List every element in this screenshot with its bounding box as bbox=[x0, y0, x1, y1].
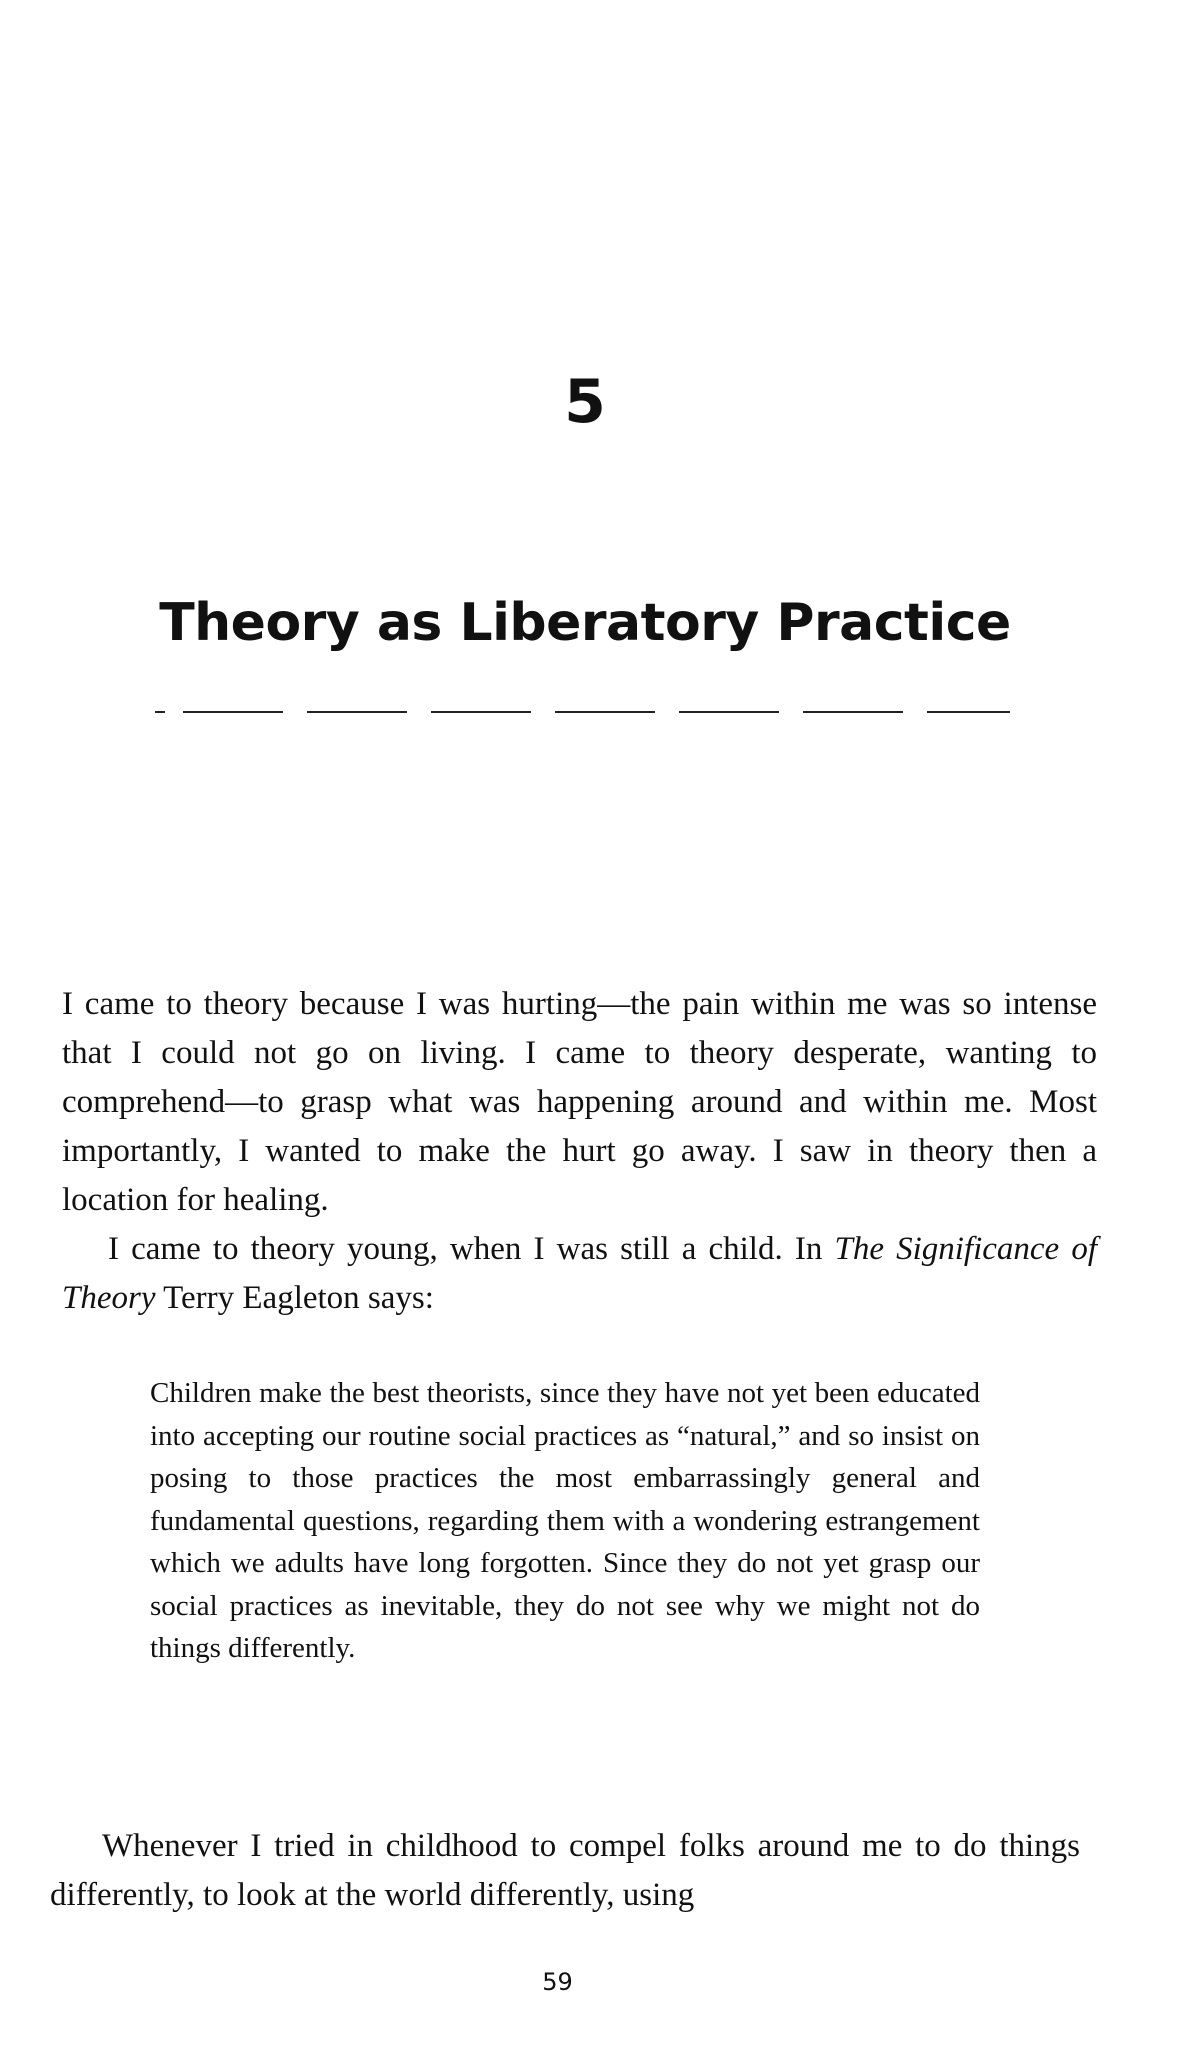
paragraph-2-text-before: I came to theory young, when I was still a child. In bbox=[108, 1231, 835, 1267]
book-title-italic: The Significance of Theory bbox=[62, 1231, 1097, 1316]
paragraph-2 bbox=[62, 1225, 1097, 1323]
paragraph-1: I came to theory because I was hurting—the pain within me was so intense that I could not go on living. I came to theory desperate, wanting to comprehend—to grasp what was happening around and within me. Most importantly, I wanted to make the hurt go away. I saw in theory then a location for healing. bbox=[62, 986, 1097, 1218]
chapter-number: 5 bbox=[564, 367, 606, 437]
dashed-rule-graphic bbox=[155, 708, 1010, 716]
title-underline-rule bbox=[155, 708, 1010, 716]
eagleton-blockquote: Children make the best theorists, since they have not yet been educated into accepting our routine social practices as “natural,” and so insist on posing to those practices the most embarrassingly general and fundamental questions, regarding them with a wondering estrangement which we adults have long forgotten. Since they do not yet grasp our social practices as inevitable, they do not see why we might not do things differently. bbox=[150, 1377, 980, 1664]
paragraph-2-text-after: Terry Eagleton says: bbox=[155, 1280, 434, 1316]
paragraph-3: Whenever I tried in childhood to compel folks around me to do things differently, to look at the world differently, using bbox=[50, 1828, 1080, 1913]
chapter-title: Theory as Liberatory Practice bbox=[159, 593, 1011, 653]
page-number: 59 bbox=[542, 1968, 573, 1996]
